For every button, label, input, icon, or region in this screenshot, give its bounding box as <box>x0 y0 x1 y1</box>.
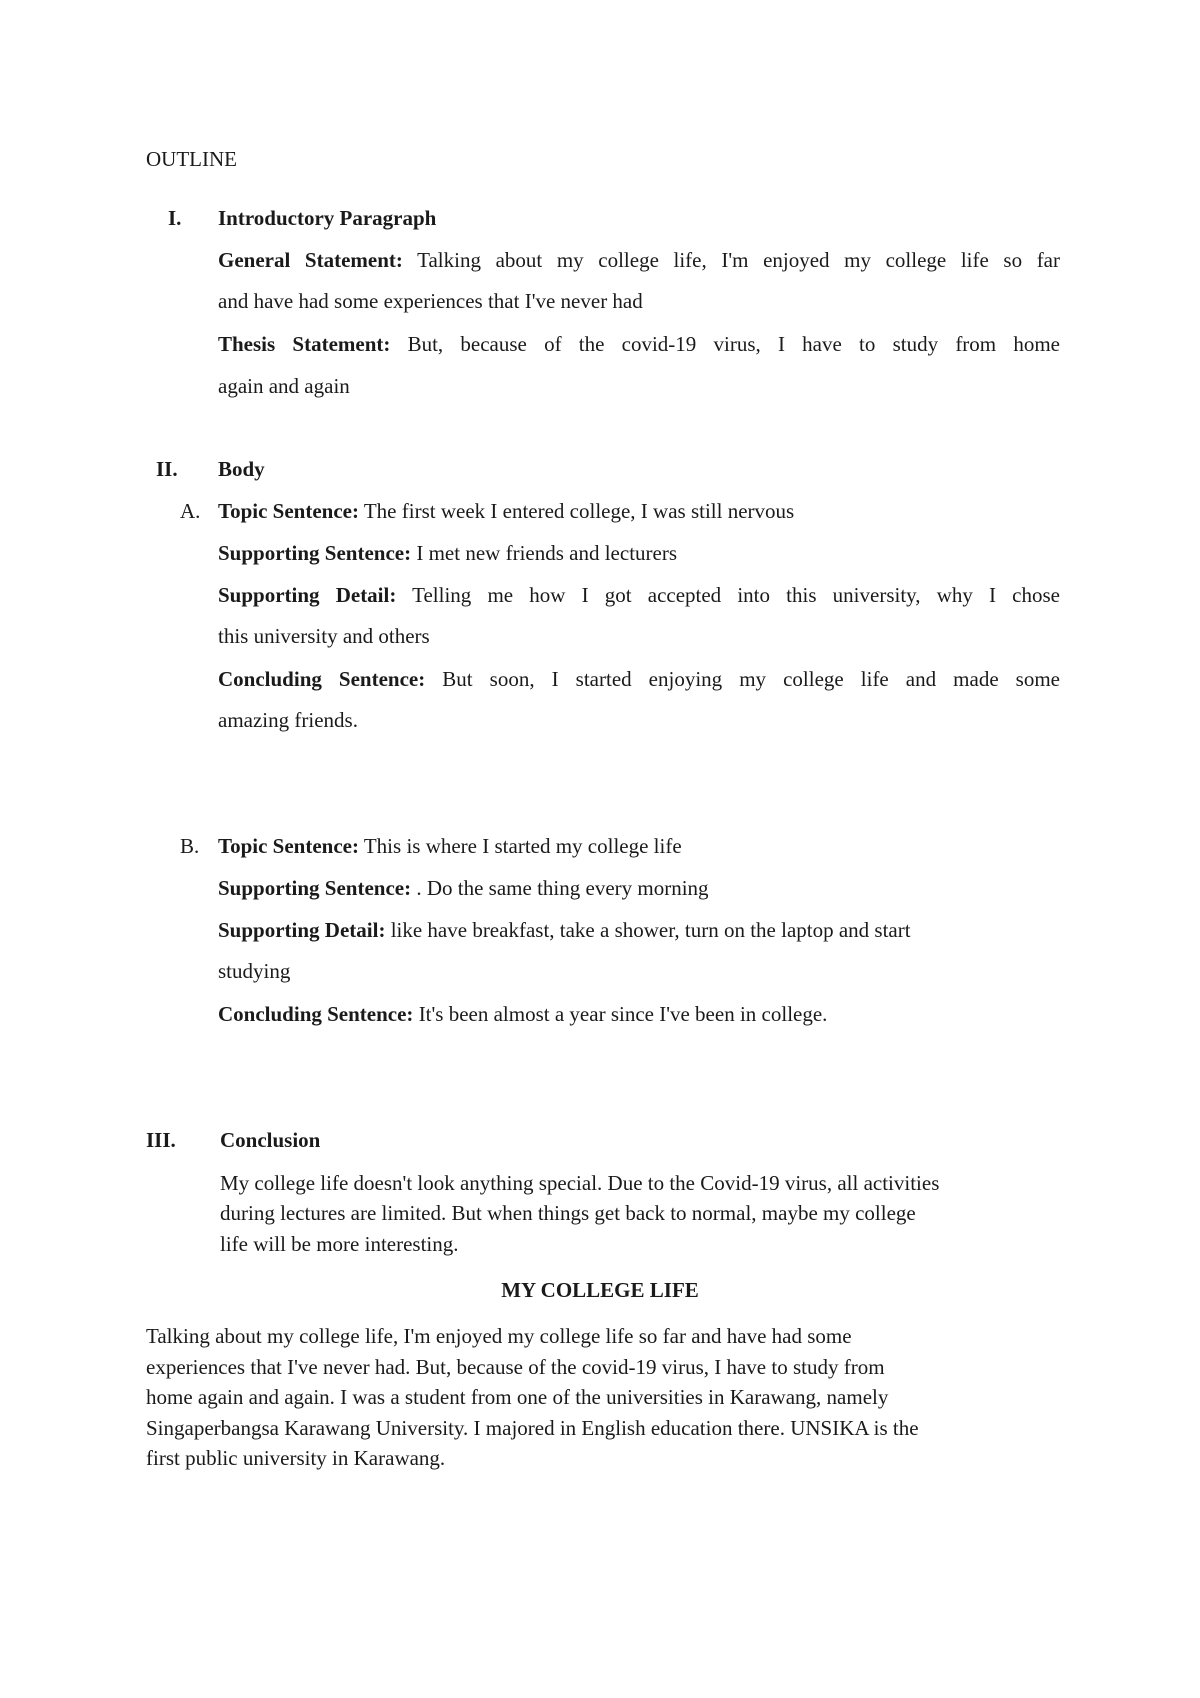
thesis-statement-line-2: again and again <box>218 374 350 398</box>
essay-title: MY COLLEGE LIFE <box>501 1278 699 1302</box>
body-a-concluding-line-1 <box>218 667 1060 691</box>
body-a-detail-label: Supporting Detail: <box>218 583 397 607</box>
general-statement-label: General Statement: <box>218 248 403 272</box>
essay-line-5: first public university in Karawang. <box>146 1446 446 1470</box>
general-statement-line-2: and have had some experiences that I've never had <box>218 289 643 313</box>
body-title: Body <box>218 457 265 481</box>
body-b-concluding-text: It's been almost a year since I've been in college. <box>418 1002 828 1026</box>
conclusion-line-1: My college life doesn't look anything special. Due to the Covid-19 virus, all activities <box>220 1171 940 1195</box>
body-numeral: II. <box>156 457 178 481</box>
body-b-supporting-text: . Do the same thing every morning <box>416 876 709 900</box>
essay-line-4: Singaperbangsa Karawang University. I majored in English education there. UNSIKA is the <box>146 1416 919 1440</box>
thesis-statement-line-1 <box>218 332 1060 356</box>
body-a-concluding-text: But soon, I started enjoying my college life and made some <box>442 667 1061 691</box>
body-b-topic <box>218 834 682 858</box>
intro-numeral: I. <box>168 206 182 230</box>
body-a-detail-line-1 <box>218 583 1060 607</box>
essay-line-3: home again and again. I was a student from one of the universities in Karawang, namely <box>146 1385 889 1409</box>
body-b-topic-label: Topic Sentence: <box>218 834 359 858</box>
essay-line-2: experiences that I've never had. But, because of the covid-19 virus, I have to study from <box>146 1355 885 1379</box>
body-a-concluding-line-2: amazing friends. <box>218 708 358 732</box>
body-b-topic-text: This is where I started my college life <box>363 834 682 858</box>
thesis-statement-label: Thesis Statement: <box>218 332 391 356</box>
body-b-detail-line-1 <box>218 918 911 942</box>
conclusion-title: Conclusion <box>220 1128 321 1152</box>
body-b-concluding-label: Concluding Sentence: <box>218 1002 414 1026</box>
intro-title: Introductory Paragraph <box>218 206 437 230</box>
body-a-topic <box>218 499 794 523</box>
body-a-letter: A. <box>180 499 201 523</box>
thesis-statement-text: But, because of the covid-19 virus, I have to study from home <box>407 332 1061 356</box>
general-statement-text: Talking about my college life, I'm enjoyed my college life so far <box>417 248 1060 272</box>
body-a-detail-text: Telling me how I got accepted into this university, why I chose <box>412 583 1060 607</box>
body-b-detail-label: Supporting Detail: <box>218 918 386 942</box>
conclusion-line-2: during lectures are limited. But when things get back to normal, maybe my college <box>220 1201 916 1225</box>
body-b-detail-text: like have breakfast, take a shower, turn on the laptop and start <box>390 918 911 942</box>
body-a-topic-label: Topic Sentence: <box>218 499 359 523</box>
body-b-supporting-label: Supporting Sentence: <box>218 876 412 900</box>
conclusion-line-3: life will be more interesting. <box>220 1232 459 1256</box>
body-a-concluding-label: Concluding Sentence: <box>218 667 426 691</box>
body-b-detail-line-2: studying <box>218 959 291 983</box>
general-statement-line-1 <box>218 248 1060 272</box>
body-a-supporting <box>218 541 677 565</box>
body-b-letter: B. <box>180 834 200 858</box>
body-a-supporting-label: Supporting Sentence: <box>218 541 412 565</box>
body-a-topic-text: The first week I entered college, I was still nervous <box>363 499 795 523</box>
conclusion-numeral: III. <box>146 1128 176 1152</box>
essay-line-1: Talking about my college life, I'm enjoyed my college life so far and have had some <box>146 1324 852 1348</box>
body-b-concluding <box>218 1002 827 1026</box>
body-b-supporting <box>218 876 709 900</box>
body-a-supporting-text: I met new friends and lecturers <box>416 541 678 565</box>
outline-heading: OUTLINE <box>146 147 237 171</box>
body-a-detail-line-2: this university and others <box>218 624 430 648</box>
